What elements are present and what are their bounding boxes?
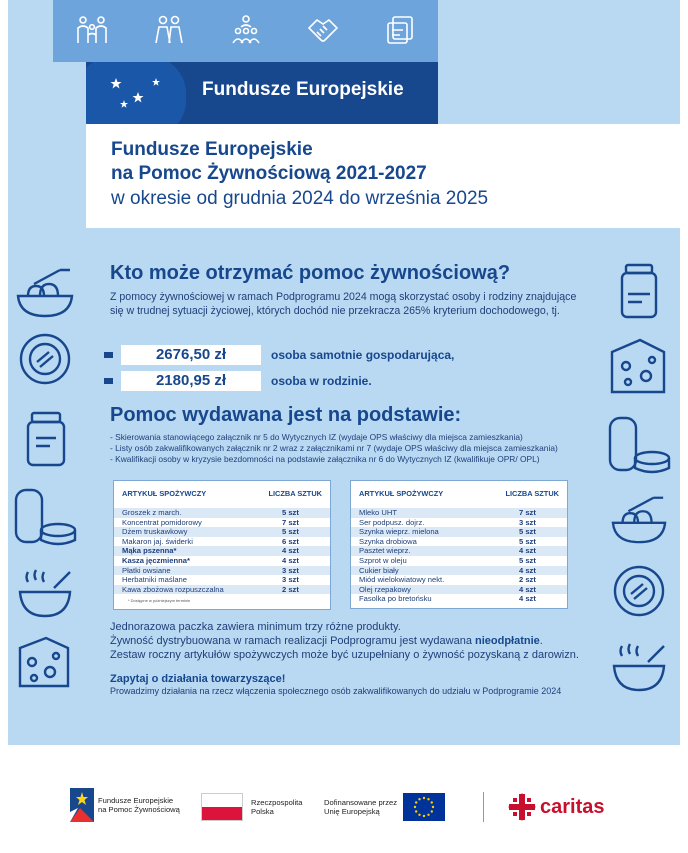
product-qty: 5 szt: [282, 527, 299, 537]
table-row: [351, 508, 567, 518]
product-qty: 5 szt: [519, 536, 536, 546]
info-line-3: Zestaw roczny artykułów spożywczych może być uzupełniany o żywność pozyskaną z darowizn.: [110, 649, 579, 661]
polish-flag-icon: [201, 793, 243, 821]
info-line-2-end: .: [539, 635, 543, 647]
table-row: [351, 594, 567, 604]
income-label: osoba w rodzinie.: [271, 374, 372, 388]
info-line-2-text: Żywność dystrybuowana w ramach realizacji Podprogramu jest wydawana: [110, 635, 475, 647]
eu-stars-icon: [104, 74, 174, 114]
table-header: [351, 481, 567, 508]
can-icon: [12, 486, 78, 548]
handshake-icon: [306, 13, 340, 47]
fe-footer-line2: na Pomoc Żywnościową: [98, 805, 180, 814]
family-icon: [75, 13, 109, 47]
title-line-2: na Pomoc Żywnościową 2021-2027: [111, 163, 427, 184]
eu-flag-icon: [403, 793, 445, 821]
caritas-text: caritas: [540, 795, 605, 818]
product-name: Koncentrat pomidorowy: [122, 517, 202, 527]
caritas-footer-logo: [508, 793, 605, 821]
top-icons: [53, 10, 438, 50]
eu-footer-logo: [324, 793, 445, 821]
eligibility-text: Z pomocy żywnościowej w ramach Podprogramu 2024 mogą skorzystać osoby i rodziny znajdujące się w trudnej sytuacji życiowej, których dochód nie przekracza 265% kryterium dochodowego, tj.: [110, 291, 577, 317]
bullet-square: [104, 378, 113, 384]
fe-logo-icon: [70, 788, 94, 822]
product-qty: 4 szt: [519, 546, 536, 556]
table-row: [351, 537, 567, 547]
product-name: Szynka wieprz. mielona: [359, 527, 439, 537]
spaghetti-bowl-icon: [14, 262, 76, 320]
table-row: [351, 527, 567, 537]
table-row: [114, 566, 330, 576]
table-row: [351, 518, 567, 528]
food-table-right: [350, 480, 568, 609]
eu-footer-line1: Dofinansowane przez: [324, 798, 398, 807]
product-name: Groszek z march.: [122, 508, 182, 517]
product-name: Makaron jaj. świderki: [122, 536, 193, 546]
basis-heading: Pomoc wydawana jest na podstawie:: [110, 404, 462, 426]
info-free-label: nieodpłatnie: [475, 635, 540, 647]
document-icon: [383, 13, 417, 47]
product-name: Cukier biały: [359, 565, 399, 575]
product-name: Herbatniki maślane: [122, 575, 187, 585]
product-name: Szprot w oleju: [359, 555, 407, 565]
footer-divider: [483, 792, 484, 822]
col-product: ARTYKUŁ SPOŻYWCZY: [359, 489, 444, 498]
income-row-family: [104, 371, 372, 391]
food-table-left: [113, 480, 331, 610]
soup-bowl-icon: [14, 566, 76, 620]
product-qty: 5 szt: [519, 555, 536, 565]
jar-icon: [24, 410, 68, 468]
income-row-single: [104, 345, 454, 365]
product-qty: 2 szt: [282, 584, 299, 594]
table-row: [351, 556, 567, 566]
can-icon: [606, 414, 672, 476]
product-name: Kawa zbożowa rozpuszczalna: [122, 584, 224, 594]
caritas-cross-icon: [508, 793, 536, 821]
eligibility-heading: Kto może otrzymać pomoc żywnościową?: [110, 262, 511, 284]
product-qty: 7 szt: [519, 508, 536, 517]
table-row: [114, 527, 330, 537]
people-icon: [152, 13, 186, 47]
product-qty: 7 szt: [282, 517, 299, 527]
product-qty: 3 szt: [282, 565, 299, 575]
product-qty: 5 szt: [519, 527, 536, 537]
fe-footer-line1: Fundusze Europejskie: [98, 796, 174, 805]
product-qty: 3 szt: [519, 517, 536, 527]
product-name: Płatki owsiane: [122, 565, 171, 575]
table-row: [114, 508, 330, 518]
title-line-1: Fundusze Europejskie: [111, 139, 313, 160]
group-icon: [229, 13, 263, 47]
product-qty: 4 szt: [519, 565, 536, 575]
plate-icon: [18, 332, 72, 386]
table-row: [351, 566, 567, 576]
product-name: Pasztet wieprz.: [359, 546, 411, 556]
income-amount: 2180,95 zł: [121, 371, 261, 391]
product-qty: 4 szt: [519, 594, 536, 604]
product-name: Kasza jęczmienna*: [122, 555, 190, 565]
table-row: [114, 518, 330, 528]
product-qty: 6 szt: [282, 536, 299, 546]
product-name: Fasolka po bretońsku: [359, 594, 432, 604]
table-row: [351, 546, 567, 556]
product-name: Mąka pszenna*: [122, 546, 177, 556]
cheese-icon: [16, 634, 72, 690]
income-amount: 2676,50 zł: [121, 345, 261, 365]
bullet-square: [104, 352, 113, 358]
table-header: [114, 481, 330, 508]
table-row: [114, 556, 330, 566]
table-row: [351, 585, 567, 595]
product-qty: 4 szt: [282, 555, 299, 565]
eu-footer-line2: Unię Europejską: [324, 807, 380, 816]
plate-icon: [612, 564, 666, 618]
basis-list: [110, 432, 558, 464]
table-row: [351, 575, 567, 585]
product-name: Olej rzepakowy: [359, 584, 411, 594]
table-row: [114, 575, 330, 585]
product-qty: 4 szt: [282, 546, 299, 556]
table-row: [114, 546, 330, 556]
basis-item: - Listy osób zakwalifikowanych załącznik nr 2 wraz z załącznikami nr 7 (wydaje OPS właściwy dla miejsca zamieszkania): [110, 443, 558, 454]
income-label: osoba samotnie gospodarująca,: [271, 348, 455, 362]
product-qty: 2 szt: [519, 575, 536, 585]
basis-item: - Kwalifikacji osoby w kryzysie bezdomności na podstawie załącznika nr 6 do Wytycznych IZ (kwalifikuje OPR/ OPL): [110, 454, 558, 465]
info-line-2: [110, 634, 543, 648]
title-box: [86, 124, 680, 228]
product-name: Dżem truskawkowy: [122, 527, 188, 537]
product-name: Mleko UHT: [359, 508, 397, 517]
col-product: ARTYKUŁ SPOŻYWCZY: [122, 489, 207, 498]
table-footnote: * Dostępne w późniejszym terminie: [128, 598, 191, 604]
product-qty: 4 szt: [519, 584, 536, 594]
cheese-icon: [608, 336, 668, 396]
col-qty: LICZBA SZTUK: [268, 489, 322, 498]
product-qty: 5 szt: [282, 508, 299, 517]
title-period: w okresie od grudnia 2024 do września 2025: [111, 188, 489, 209]
product-name: Ser podpusz. dojrz.: [359, 517, 425, 527]
product-name: Szynka drobiowa: [359, 536, 417, 546]
invite-heading: Zapytaj o działania towarzyszące!: [110, 673, 286, 685]
rp-footer-logo: [201, 793, 303, 821]
info-line-1: Jednorazowa paczka zawiera minimum trzy różne produkty.: [110, 621, 401, 633]
rp-footer-line2: Polska: [251, 807, 274, 816]
fe-footer-logo: [70, 788, 180, 822]
fe-band-title: Fundusze Europejskie: [202, 79, 404, 100]
spaghetti-bowl-icon: [608, 490, 670, 546]
table-row: [114, 537, 330, 547]
rp-footer-line1: Rzeczpospolita: [251, 798, 303, 807]
product-qty: 3 szt: [282, 575, 299, 585]
fe-title-band: [86, 62, 438, 124]
invite-text: Prowadzimy działania na rzecz włączenia społecznego osób zakwalifikowanych do udziału w Podprogramie 2024: [110, 686, 562, 696]
table-row: [114, 585, 330, 595]
col-qty: LICZBA SZTUK: [505, 489, 559, 498]
milk-carton-icon: [618, 262, 660, 320]
product-name: Miód wielokwiatowy nekt.: [359, 575, 445, 585]
soup-bowl-icon: [608, 640, 670, 694]
basis-item: - Skierowania stanowiącego załącznik nr 5 do Wytycznych IZ (wydaje OPS właściwy dla miejsca zamieszkania): [110, 432, 558, 443]
